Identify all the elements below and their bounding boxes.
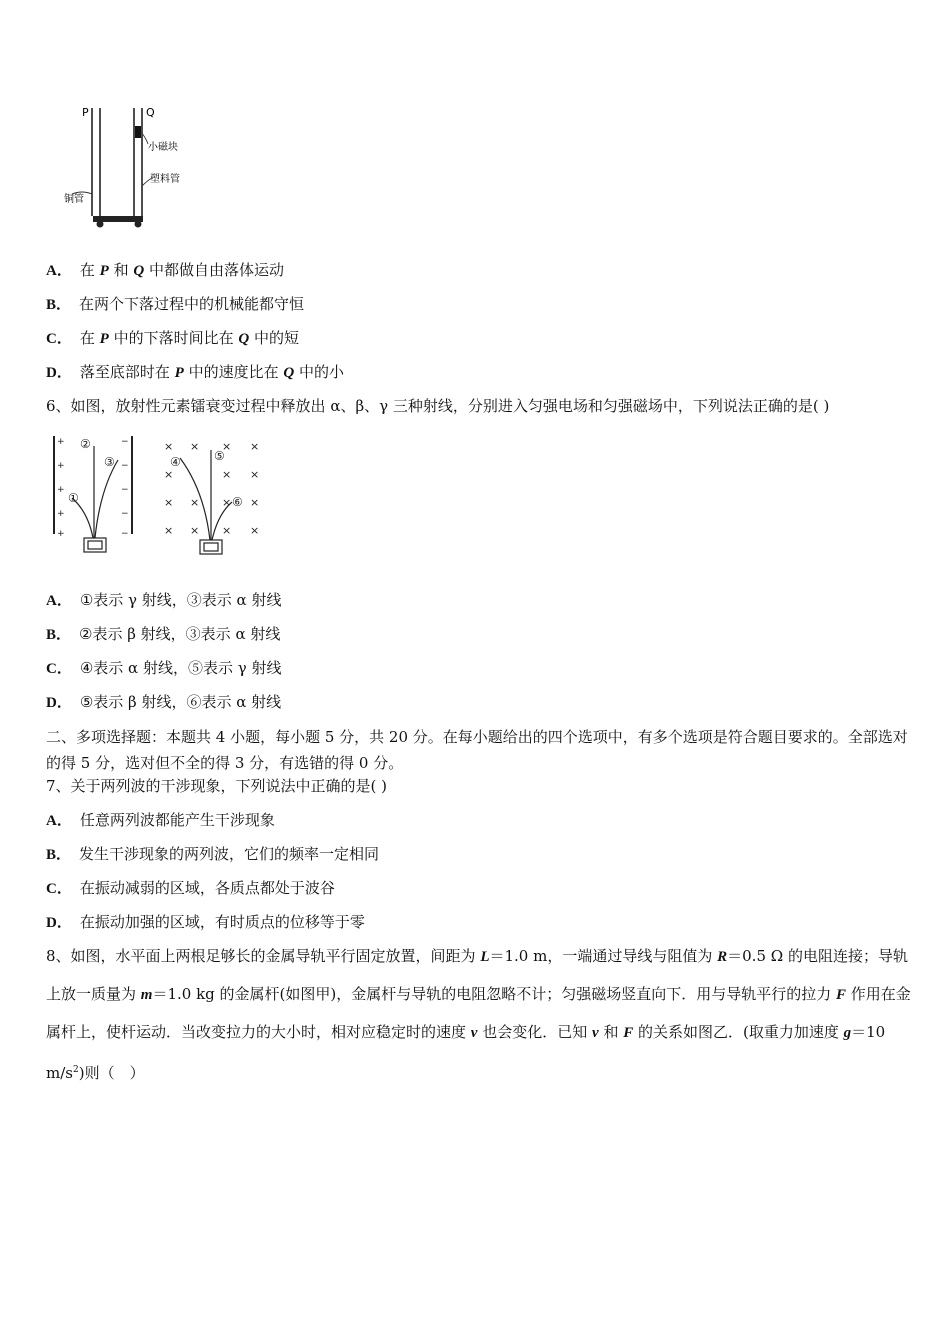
label-plastic: 塑料管 xyxy=(150,174,180,185)
circle-2-label: ② xyxy=(80,437,91,451)
circle-1-label: ① xyxy=(68,491,79,505)
q5-option-d: D． 落至底部时在 P 中的速度比在 Q 中的小 xyxy=(46,363,344,381)
svg-text:×: × xyxy=(190,524,200,537)
ray-3 xyxy=(95,460,118,538)
q5-option-b: B． 在两个下落过程中的机械能都守恒 xyxy=(46,295,305,313)
q5-option-c: C． 在 P 中的下落时间比在 Q 中的短 xyxy=(46,329,299,347)
svg-text:×: × xyxy=(222,440,232,453)
svg-text:×: × xyxy=(164,468,174,481)
magnetic-field-figure xyxy=(158,430,268,566)
magnet-block xyxy=(135,126,141,138)
circle-5-label: ⑤ xyxy=(214,449,225,463)
q6-option-c: C． ④表示 α 射线，⑤表示 γ 射线 xyxy=(46,659,282,677)
svg-text:×: × xyxy=(250,524,260,537)
svg-text:×: × xyxy=(222,524,232,537)
svg-text:+: + xyxy=(57,509,65,519)
q7-option-a: A． 任意两列波都能产生干涉现象 xyxy=(46,811,275,829)
q7-option-c: C． 在振动减弱的区域，各质点都处于波谷 xyxy=(46,879,335,897)
svg-text:−: − xyxy=(121,485,129,495)
label-p: P xyxy=(82,106,89,119)
svg-text:×: × xyxy=(250,496,260,509)
circle-3-label: ③ xyxy=(104,455,115,469)
svg-text:×: × xyxy=(190,440,200,453)
label-copper: 铜管 xyxy=(64,194,84,205)
svg-text:−: − xyxy=(121,529,129,539)
svg-text:−: − xyxy=(121,509,129,519)
label-magnet: 小磁块 xyxy=(148,142,178,153)
svg-text:×: × xyxy=(164,440,174,453)
q7-stem: 7、关于两列波的干涉现象，下列说法中正确的是( ) xyxy=(46,777,388,795)
svg-text:+: + xyxy=(57,437,65,447)
svg-text:×: × xyxy=(190,496,200,509)
svg-text:×: × xyxy=(222,468,232,481)
label-q: Q xyxy=(146,106,155,119)
circle-4-label: ④ xyxy=(170,455,181,469)
tube-figure xyxy=(60,98,200,238)
svg-text:+: + xyxy=(57,461,65,471)
section-2-heading: 二、多项选择题：本题共 4 小题，每小题 5 分，共 20 分。在每小题给出的四个选项中，有多个选项是符合题目要求的。全部选对的得 5 分，选对但不全的得 3 分，有选错的得 0 分。 xyxy=(46,728,908,772)
svg-text:×: × xyxy=(250,468,260,481)
q6-option-d: D． ⑤表示 β 射线，⑥表示 α 射线 xyxy=(46,693,282,711)
svg-text:+: + xyxy=(57,529,65,539)
svg-text:×: × xyxy=(164,524,174,537)
svg-text:×: × xyxy=(250,440,260,453)
circle-6-label: ⑥ xyxy=(232,495,243,509)
q7-option-d: D． 在振动加强的区域，有时质点的位移等于零 xyxy=(46,913,365,931)
svg-text:×: × xyxy=(222,496,232,509)
q7-option-b: B． 发生干涉现象的两列波，它们的频率一定相同 xyxy=(46,845,380,863)
svg-text:×: × xyxy=(164,496,174,509)
q8-stem: 8、如图，水平面上两根足够长的金属导轨平行固定放置，间距为 L＝1.0 m，一端通过导线与阻值为 R＝0.5 Ω 的电阻连接；导轨上放一质量为 m＝1.0 kg 的金属杆(如图甲)，金属杆与导轨的电阻忽略不计；匀强磁场竖直向下．用与导轨平行的拉力 F 作用在金属杆上，使杆运动．当改变拉力的大小时，相对应稳定时的速度 v 也会变化．已知 v 和 F 的关系如图乙．(取重力加速度 g＝10 $m/s^2$)则（ ） xyxy=(46,947,911,1082)
q5-option-a: A． 在 P 和 Q 中都做自由落体运动 xyxy=(46,261,284,279)
q6-option-b: B． ②表示 β 射线，③表示 α 射线 xyxy=(46,625,281,643)
q6-option-a: A． ①表示 γ 射线，③表示 α 射线 xyxy=(46,591,282,609)
svg-text:−: − xyxy=(121,437,129,447)
svg-text:−: − xyxy=(121,461,129,471)
electric-field-figure xyxy=(48,430,148,566)
svg-text:+: + xyxy=(57,485,65,495)
q6-stem: 6、如图，放射性元素镭衰变过程中释放出 α、β、γ 三种射线，分别进入匀强电场和匀强磁场中，下列说法正确的是( ) xyxy=(46,397,830,415)
